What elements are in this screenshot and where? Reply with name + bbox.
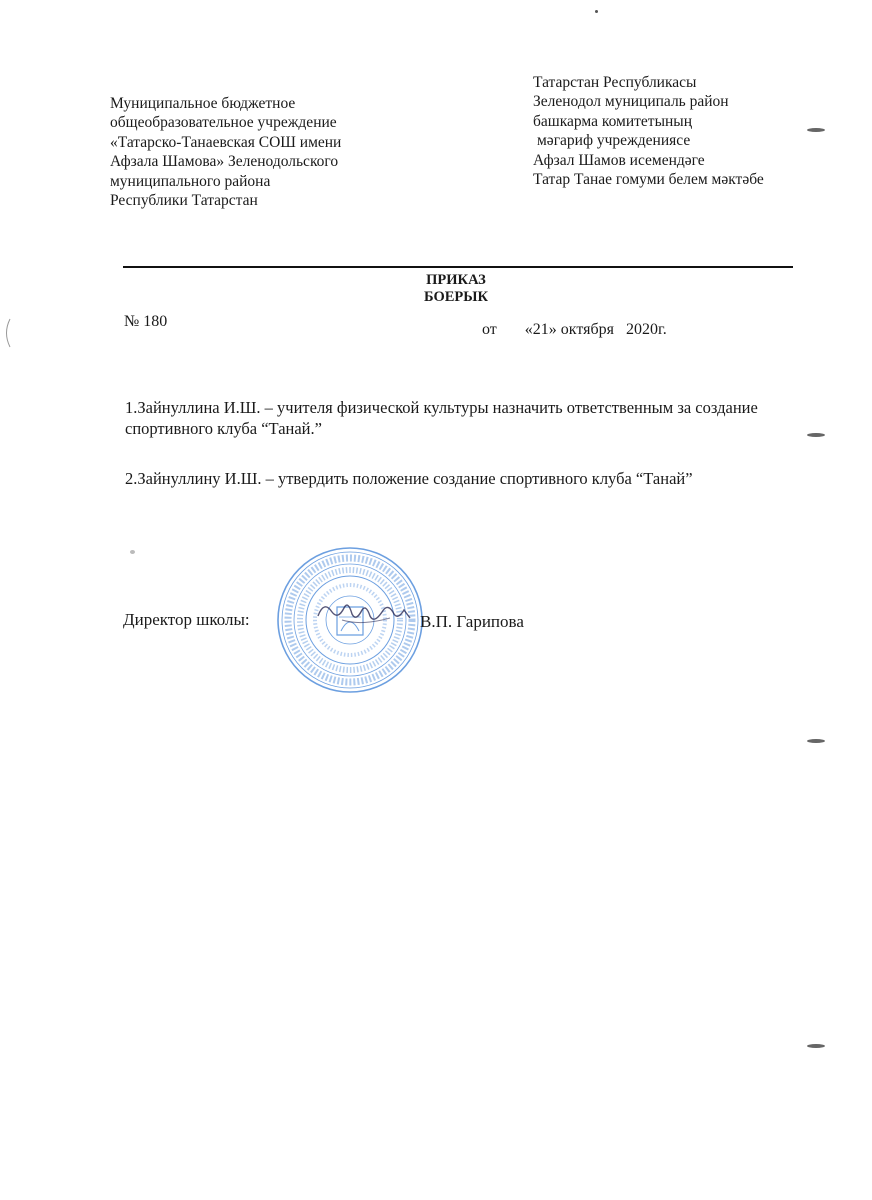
header-right-tt [533,73,853,189]
header-left-line: Республики Татарстан [110,192,258,210]
order-date: от «21» октября 2020г. [482,321,667,338]
order-number: № 180 [124,313,168,330]
header-right-line: Афзал Шамов исемендәге [533,151,705,169]
punch-hole-mark [806,432,826,438]
header-right-line: Татарстан Республикасы [533,74,697,91]
header-right-line: Зеленодол муниципаль район [533,93,729,111]
punch-hole-mark [806,1043,826,1049]
director-signature [312,590,422,630]
scan-artifact-bracket [2,318,12,348]
director-name: В.П. Гарипова [420,612,524,631]
scan-speck [130,550,135,554]
title-tt: БОЕРЫК [423,289,489,305]
director-label: Директор школы: [123,610,250,629]
document-title [0,272,872,306]
header-right-line: башкарма комитетының [533,112,692,130]
header-left-line: муниципального района [110,172,271,190]
header-left-line: Афзала Шамова» Зеленодольского [110,153,339,171]
header-left-line: Муниципальное бюджетное [110,95,296,112]
header-divider [123,266,793,268]
header-left-ru [110,94,440,210]
punch-hole-mark [806,738,826,744]
header-left-line: «Татарско-Танаевская СОШ имени [110,133,342,151]
title-ru: ПРИКАЗ [426,272,486,288]
scan-speck [595,10,598,13]
header-left-line: общеобразовательное учреждение [110,114,337,132]
header-right-line: мәгариф учреждениясе [537,132,691,150]
order-item-2: 2.Зайнуллину И.Ш. – утвердить положение создание спортивного клуба “Танай” [125,469,693,488]
header-right-line: Татар Танае гомуми белем мәктәбе [533,171,764,189]
order-item-1: 1.Зайнуллина И.Ш. – учителя физической культуры назначить ответственным за создание спортивного клуба “Танай.” [125,398,758,438]
